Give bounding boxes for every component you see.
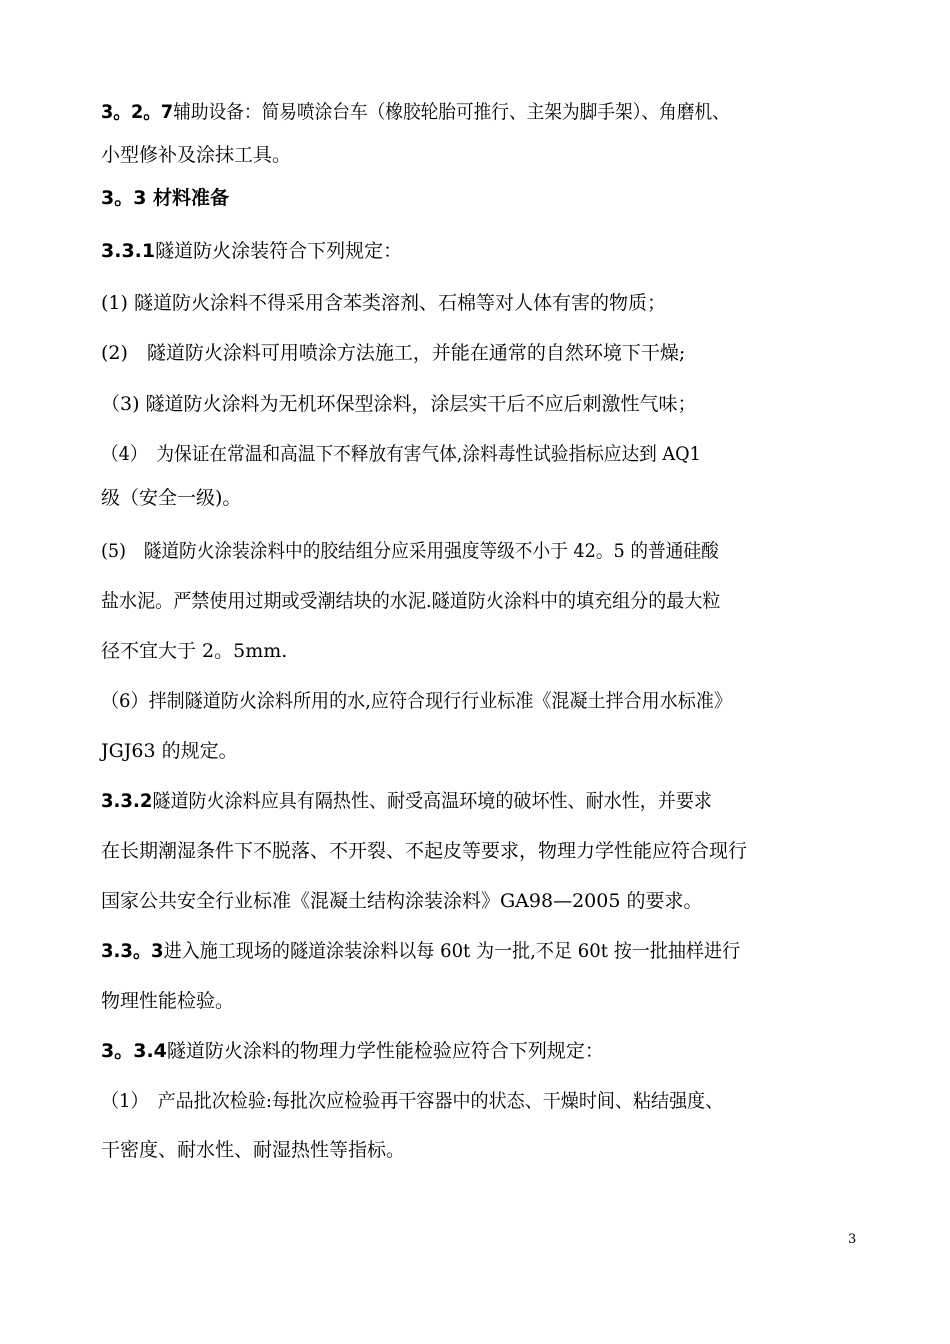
text-line bbox=[0, 534, 950, 568]
line-text: 隧道防火涂料的物理力学性能检验应符合下列规定： bbox=[166, 1040, 604, 1062]
text-line bbox=[0, 1084, 950, 1118]
text-line bbox=[0, 634, 950, 668]
text-line bbox=[0, 336, 950, 370]
text-line bbox=[0, 234, 950, 268]
line-text: 隧道防火涂料应具有隔热性、耐受高温环境的破坏性、耐水性，并要求 bbox=[152, 790, 712, 812]
text-line bbox=[0, 734, 950, 768]
line-text: 进入施工现场的隧道涂装涂料以每 60t 为一批,不足 60t 按一批抽样进行 bbox=[163, 940, 741, 962]
text-line bbox=[0, 437, 950, 471]
line-text: （4） 为保证在常温和高温下不释放有害气体,涂料毒性试验指标应达到 AQ1 bbox=[101, 443, 701, 465]
text-line bbox=[0, 684, 950, 718]
line-text: （6）拌制隧道防火涂料所用的水,应符合现行行业标准《混凝土拌合用水标准》 bbox=[101, 690, 732, 712]
text-line bbox=[0, 834, 950, 868]
text-line bbox=[0, 1133, 950, 1167]
heading-number: 3。2。7 bbox=[101, 101, 174, 123]
page-number: 3 bbox=[848, 1232, 857, 1247]
line-text: 盐水泥。严禁使用过期或受潮结块的水泥.隧道防火涂料中的填充组分的最大粒 bbox=[101, 590, 721, 612]
text-line bbox=[0, 1034, 950, 1068]
text-line bbox=[0, 387, 950, 421]
text-line bbox=[0, 584, 950, 618]
text-line bbox=[0, 884, 950, 918]
text-line bbox=[0, 138, 950, 172]
line-text: (1) 隧道防火涂料不得采用含苯类溶剂、石棉等对人体有害的物质； bbox=[101, 292, 666, 314]
text-line bbox=[0, 984, 950, 1018]
text-line bbox=[0, 934, 950, 968]
line-text: 国家公共安全行业标准《混凝土结构涂装涂料》GA98—2005 的要求。 bbox=[101, 890, 703, 912]
line-text: （1） 产品批次检验:每批次应检验再干容器中的状态、干燥时间、粘结强度、 bbox=[101, 1090, 724, 1112]
line-text: 小型修补及涂抹工具。 bbox=[101, 144, 292, 166]
line-text: (5) 隧道防火涂装涂料中的胶结组分应采用强度等级不小于 42。5 的普通硅酸 bbox=[101, 540, 719, 562]
text-line bbox=[0, 481, 950, 515]
line-text: JGJ63 的规定。 bbox=[101, 740, 238, 762]
heading-number: 3.3.2 bbox=[101, 790, 153, 812]
heading-number: 3。3 材料准备 bbox=[101, 187, 230, 209]
line-text: 干密度、耐水性、耐湿热性等指标。 bbox=[101, 1139, 406, 1161]
line-text: (2) 隧道防火涂料可用喷涂方法施工，并能在通常的自然环境下干燥; bbox=[101, 342, 686, 364]
line-text: 物理性能检验。 bbox=[101, 990, 235, 1012]
text-line bbox=[0, 95, 950, 129]
heading-number: 3。3.4 bbox=[101, 1040, 167, 1062]
line-text: 径不宜大于 2。5mm. bbox=[101, 640, 288, 662]
section-heading bbox=[0, 181, 950, 215]
text-line bbox=[0, 286, 950, 320]
heading-number: 3.3。3 bbox=[101, 940, 164, 962]
line-text: 辅助设备：简易喷涂台车（橡胶轮胎可推行、主架为脚手架）、角磨机、 bbox=[173, 101, 730, 123]
line-text: （3) 隧道防火涂料为无机环保型涂料，涂层实干后不应后刺激性气味； bbox=[101, 393, 697, 415]
heading-number: 3.3.1 bbox=[101, 240, 156, 262]
text-line bbox=[0, 784, 950, 818]
line-text: 在长期潮湿条件下不脱落、不开裂、不起皮等要求，物理力学性能应符合现行 bbox=[101, 840, 748, 862]
line-text: 隧道防火涂装符合下列规定： bbox=[155, 240, 403, 262]
line-text: 级（安全一级)。 bbox=[101, 487, 242, 509]
